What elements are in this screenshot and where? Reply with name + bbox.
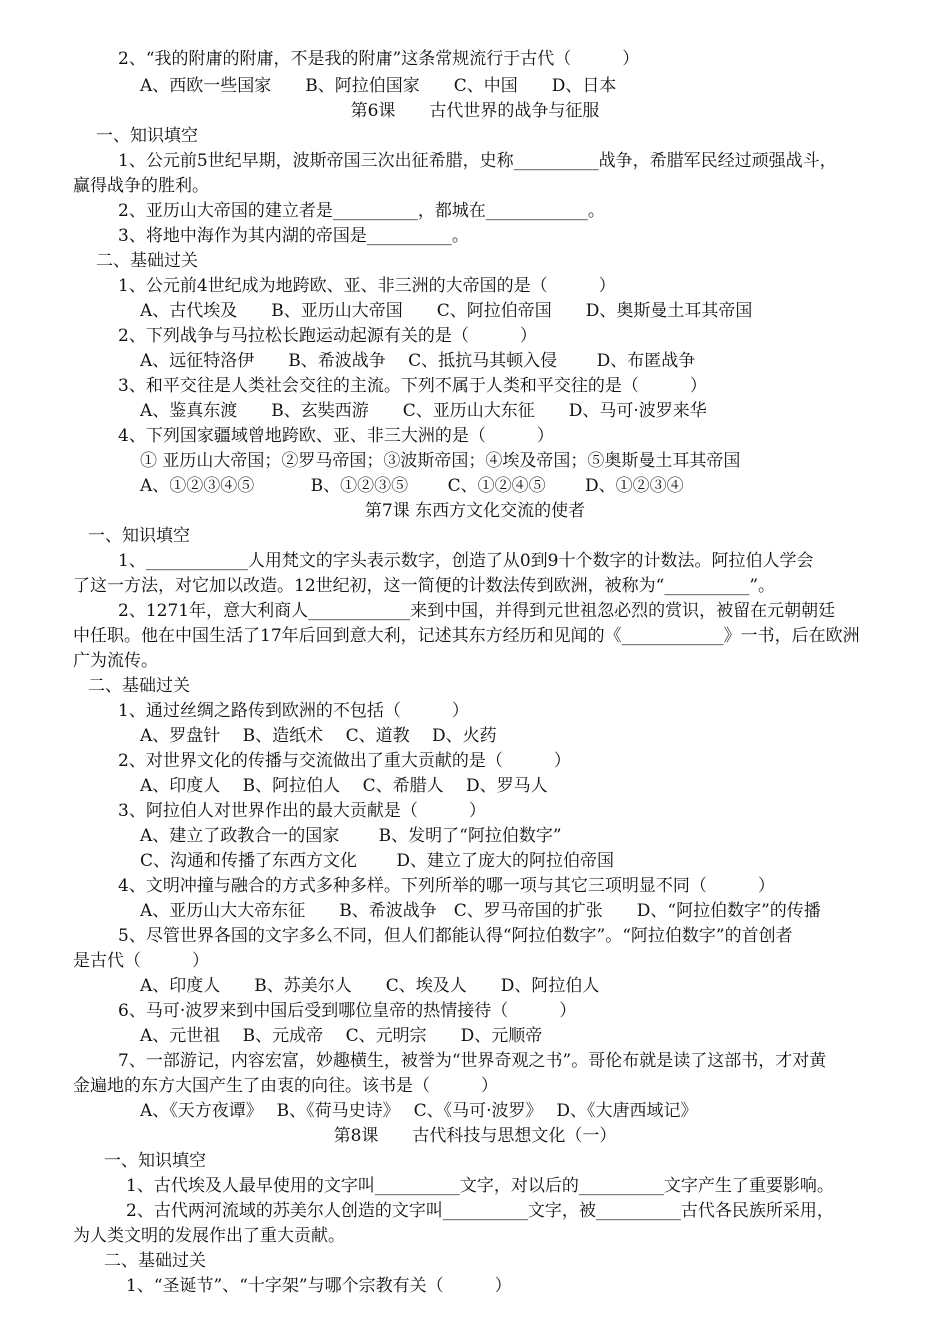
answer-options: C、沟通和传播了东西方文化 D、建立了庞大的阿拉伯帝国: [140, 851, 615, 871]
answer-options: A、①②③④⑤ B、①②③⑤ C、①②④⑤ D、①②③④: [140, 476, 684, 496]
question-line: 2、对世界文化的传播与交流做出了重大贡献的是（ ）: [118, 751, 571, 771]
fill-blank-line: 赢得战争的胜利。: [73, 176, 209, 196]
section-heading: 二、基础过关: [104, 1251, 206, 1271]
question-line: 5、尽管世界各国的文字多么不同，但人们都能认得“阿拉伯数字”。“阿拉伯数字”的首创者: [118, 926, 793, 946]
fill-blank-line: 1、公元前5世纪早期，波斯帝国三次出征希腊，史称__________战争，希腊军民经过顽强战斗，: [118, 151, 837, 171]
answer-options: A、远征特洛伊 B、希波战争 C、抵抗马其顿入侵 D、布匿战争: [140, 351, 696, 371]
fill-blank-line: 2、1271年，意大利商人____________来到中国，并得到元世祖忽必烈的赏识，被留在元朝朝廷: [118, 601, 836, 621]
answer-options: A、亚历山大大帝东征 B、希波战争 C、罗马帝国的扩张 D、“阿拉伯数字”的传播: [140, 901, 821, 921]
question-line: 1、“圣诞节”、“十字架”与哪个宗教有关（ ）: [126, 1276, 512, 1296]
question-line: 是古代（ ）: [73, 951, 209, 971]
question-line: 3、和平交往是人类社会交往的主流。下列不属于人类和平交往的是（ ）: [118, 376, 707, 396]
fill-blank-line: 2、亚历山大帝国的建立者是__________，都城在____________。: [118, 201, 605, 221]
question-line: 1、公元前4世纪成为地跨欧、亚、非三洲的大帝国的是（ ）: [118, 276, 616, 296]
section-heading: 二、基础过关: [88, 676, 190, 696]
fill-blank-line: 了这一方法，对它加以改造。12世纪初，这一简便的计数法传到欧洲，被称为“__________”。: [73, 576, 776, 596]
lesson-title: 第7课 东西方文化交流的使者: [364, 501, 586, 521]
lesson-title: 第8课 古代科技与思想文化（一）: [333, 1126, 617, 1146]
section-heading: 一、知识填空: [104, 1151, 206, 1171]
fill-blank-line: 1、古代埃及人最早使用的文字叫__________文字，对以后的__________文字产生了重要影响。: [126, 1176, 834, 1196]
answer-options: A、西欧一些国家 B、阿拉伯国家 C、中国 D、日本: [140, 76, 617, 96]
answer-options: A、《天方夜谭》 B、《荷马史诗》 C、《马可·波罗》 D、《大唐西域记》: [140, 1101, 698, 1121]
answer-list: ① 亚历山大帝国；②罗马帝国；③波斯帝国；④埃及帝国；⑤奥斯曼土耳其帝国: [140, 451, 741, 471]
fill-blank-line: 中任职。他在中国生活了17年后回到意大利，记述其东方经历和见闻的《____________》一书，后在欧洲: [73, 626, 860, 646]
question-line: 4、文明冲撞与融合的方式多种多样。下列所举的哪一项与其它三项明显不同（ ）: [118, 876, 775, 896]
fill-blank-line: 为人类文明的发展作出了重大贡献。: [73, 1226, 345, 1246]
answer-options: A、鉴真东渡 B、玄奘西游 C、亚历山大东征 D、马可·波罗来华: [140, 401, 707, 421]
fill-blank-line: 3、将地中海作为其内湖的帝国是__________。: [118, 226, 469, 246]
question-line: 3、阿拉伯人对世界作出的最大贡献是（ ）: [118, 801, 486, 821]
question-line: 7、一部游记，内容宏富，妙趣横生，被誉为“世界奇观之书”。哥伦布就是读了这部书，才对黄: [118, 1051, 827, 1071]
answer-options: A、古代埃及 B、亚历山大帝国 C、阿拉伯帝国 D、奥斯曼土耳其帝国: [140, 301, 753, 321]
section-heading: 二、基础过关: [96, 251, 198, 271]
question-line: 金遍地的东方大国产生了由衷的向往。该书是（ ）: [73, 1076, 498, 1096]
answer-options: A、建立了政教合一的国家 B、发明了“阿拉伯数字”: [140, 826, 562, 846]
question-line: 6、马可·波罗来到中国后受到哪位皇帝的热情接待（ ）: [118, 1001, 577, 1021]
question-line: 4、下列国家疆域曾地跨欧、亚、非三大洲的是（ ）: [118, 426, 554, 446]
answer-options: A、罗盘针 B、造纸术 C、道教 D、火药: [140, 726, 497, 746]
lesson-title: 第6课 古代世界的战争与征服: [350, 101, 600, 121]
fill-blank-line: 1、____________人用梵文的字头表示数字，创造了从0到9十个数字的计数法。阿拉伯人学会: [118, 551, 814, 571]
answer-options: A、印度人 B、阿拉伯人 C、希腊人 D、罗马人: [140, 776, 548, 796]
section-heading: 一、知识填空: [88, 526, 190, 546]
section-heading: 一、知识填空: [96, 126, 198, 146]
question-line: 2、下列战争与马拉松长跑运动起源有关的是（ ）: [118, 326, 537, 346]
answer-options: A、印度人 B、苏美尔人 C、埃及人 D、阿拉伯人: [140, 976, 600, 996]
fill-blank-line: 广为流传。: [73, 651, 158, 671]
question-line: 2、“我的附庸的附庸，不是我的附庸”这条常规流行于古代（ ）: [118, 49, 640, 69]
fill-blank-line: 2、古代两河流域的苏美尔人创造的文字叫__________文字，被__________古代各民族所采用，: [126, 1201, 834, 1221]
question-line: 1、通过丝绸之路传到欧洲的不包括（ ）: [118, 701, 469, 721]
answer-options: A、元世祖 B、元成帝 C、元明宗 D、元顺帝: [140, 1026, 543, 1046]
